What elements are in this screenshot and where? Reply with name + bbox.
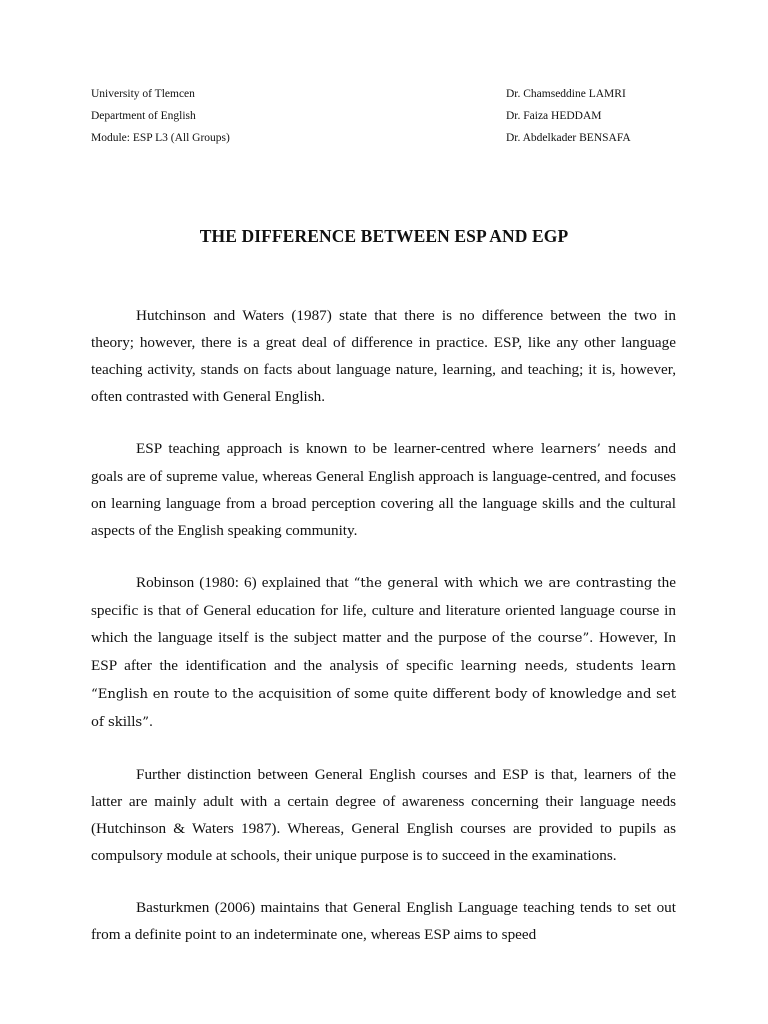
paragraph-4: Further distinction between General English courses and ESP is that, learners of the latter are mainly adult with a certain degree of awareness concerning their language needs (Hutchinson & Waters 1987). Whereas, General English courses are provided to pupils as compulsory module at schools, their unique purpose is to succeed in the examinations. <box>91 766 676 864</box>
paragraph-1: Hutchinson and Waters (1987) state that there is no difference between the two in theory; however, there is a great deal of difference in practice. ESP, like any other language teaching activity, stands on facts about language nature, learning, and teaching; it is, however, often contrasted with General English. <box>91 307 676 405</box>
paragraph-3-part-3: However, In ESP after the identification and the analysis of specific <box>91 629 676 674</box>
header-institution-block <box>91 83 230 149</box>
header-author-1: Dr. Chamseddine LAMRI <box>506 88 626 100</box>
paragraph-2 <box>91 435 676 544</box>
paragraph-2-part-2: where learners’ needs <box>492 442 648 457</box>
paragraph-3-quote-1: “the general with which we are contrasting <box>353 576 653 591</box>
paragraph-3-quote-end: the course”. <box>510 631 594 646</box>
paragraph-2-part-3: and goals are of supreme value, whereas General English approach is language-centred, and focuses on learning language from a broad perception covering all the language skills and the cultural aspects of the English speaking community. <box>91 440 676 539</box>
header-authors-block <box>506 83 631 149</box>
paragraph-5: Basturkmen (2006) maintains that General English Language teaching tends to set out from a definite point to an indeterminate one, whereas ESP aims to speed <box>91 899 676 943</box>
document-body <box>91 302 676 973</box>
document-title: THE DIFFERENCE BETWEEN ESP AND EGP <box>199 226 569 246</box>
paragraph-3-part-2: the specific is that of General education for life, culture and literature oriented language course in which the language itself is the subject matter and the purpose of <box>91 574 676 646</box>
header-author-3: Dr. Abdelkader BENSAFA <box>506 132 631 144</box>
paragraph-3 <box>91 569 676 736</box>
paragraph-2-part-1: ESP teaching approach is known to be learner-centred <box>136 440 493 457</box>
paragraph-3-part-1: Robinson (1980: 6) explained that <box>136 574 354 591</box>
header-university: University of Tlemcen <box>91 88 195 100</box>
header-department: Department of English <box>91 110 196 122</box>
header-author-2: Dr. Faiza HEDDAM <box>506 110 602 122</box>
header-module: Module: ESP L3 (All Groups) <box>91 132 230 144</box>
paragraph-3-quote-2: learning needs, students learn “English en route to the acquisition of some quite different body of knowledge and set of skills”. <box>91 659 676 730</box>
